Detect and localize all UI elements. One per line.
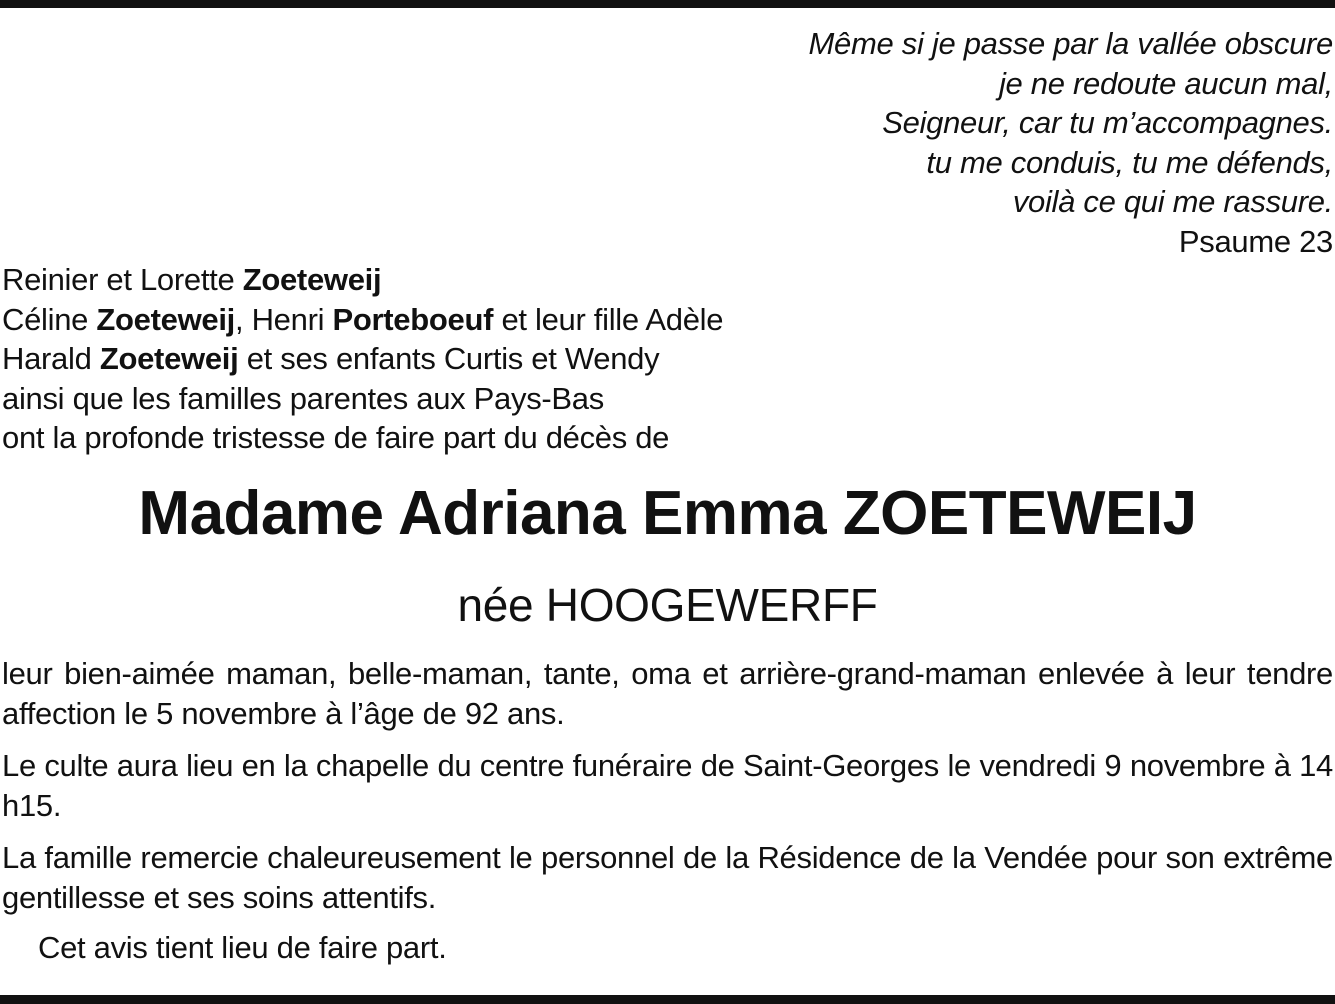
- family-text: Harald: [2, 341, 100, 376]
- family-text: Reinier et Lorette: [2, 262, 243, 297]
- psalm-reference: Psaume 23: [1178, 223, 1333, 259]
- closing-note: Cet avis tient lieu de faire part.: [38, 930, 447, 965]
- family-line: ainsi que les familles parentes aux Pays-Bas: [2, 380, 604, 416]
- family-text: Céline: [2, 301, 97, 337]
- family-line: ont la profonde tristesse de faire part du décès de: [2, 420, 670, 455]
- family-text: , Henri: [234, 301, 333, 337]
- psalm-line: Seigneur, car tu m’accompagnes.: [882, 105, 1333, 140]
- family-surname: Zoeteweij: [99, 341, 239, 376]
- family-text: et ses enfants Curtis et Wendy: [238, 341, 660, 376]
- paragraph-service: Le culte aura lieu en la chapelle du centre funéraire de Saint-Georges le vendredi 9 novembre à 14 h15.: [2, 748, 1333, 823]
- psalm-line: Même si je passe par la vallée obscure: [808, 26, 1333, 61]
- family-announcement: [2, 260, 902, 458]
- family-surname: Zoeteweij: [96, 301, 235, 337]
- deceased-name: Madame Adriana Emma ZOETEWEIJ: [138, 479, 1197, 548]
- psalm-line: tu me conduis, tu me défends,: [926, 144, 1333, 180]
- family-surname: Porteboeuf: [332, 301, 494, 337]
- family-line: [2, 300, 902, 340]
- family-surname: Zoeteweij: [242, 262, 382, 297]
- family-line: [2, 260, 902, 300]
- bottom-border: [0, 995, 1335, 1004]
- psalm-line: je ne redoute aucun mal,: [998, 65, 1333, 101]
- top-border: [0, 0, 1335, 8]
- maiden-name: née HOOGEWERFF: [457, 579, 878, 631]
- psalm-quote: [433, 24, 1333, 261]
- family-text: et leur fille Adèle: [493, 301, 724, 337]
- paragraph-affection: leur bien-aimée maman, belle-maman, tante, oma et arrière-grand-maman enlevée à leur tendre affection le 5 novembre à l’âge de 92 ans.: [2, 656, 1333, 731]
- paragraph-thanks: La famille remercie chaleureusement le personnel de la Résidence de la Vendée pour son extrême gentillesse et ses soins attentifs.: [2, 840, 1333, 915]
- family-line: [2, 339, 902, 379]
- psalm-line: voilà ce qui me rassure.: [1012, 184, 1333, 219]
